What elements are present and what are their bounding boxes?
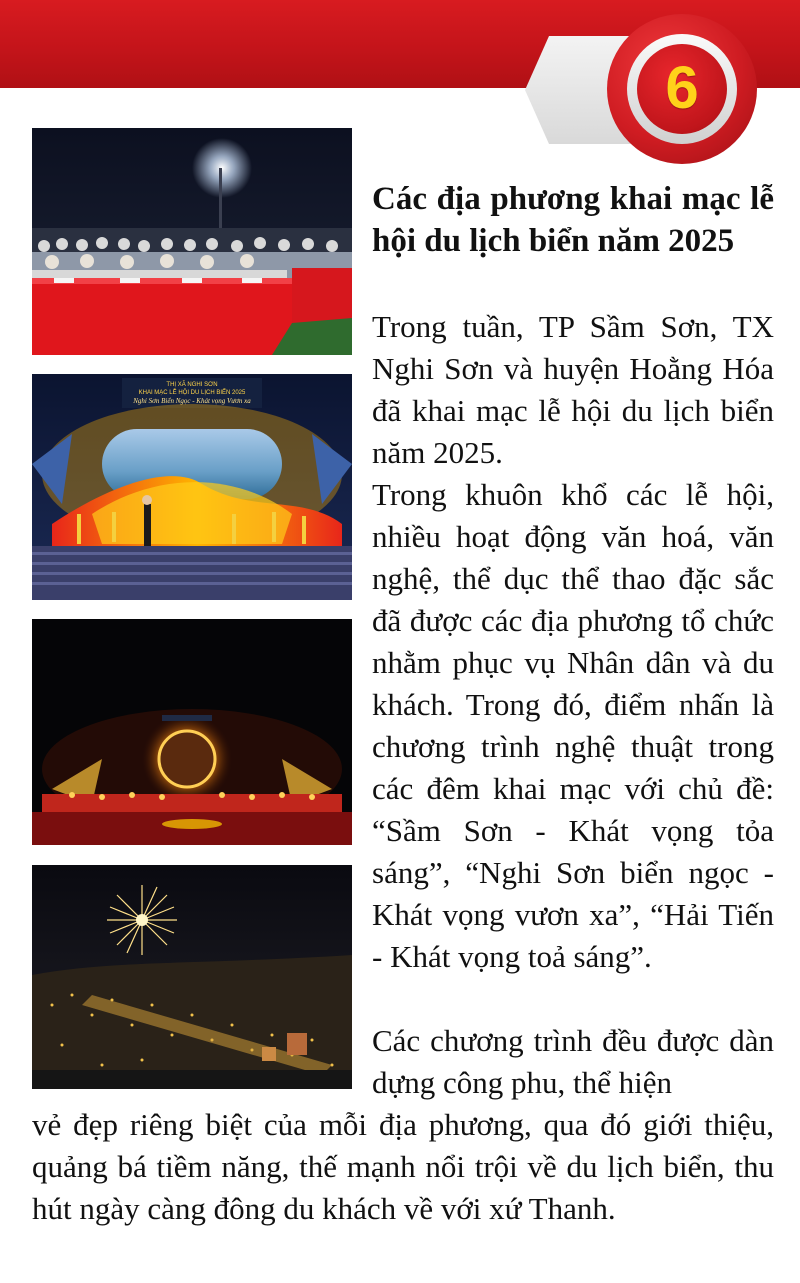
photo-opening-ceremony-audience <box>32 128 352 355</box>
section-number: 6 <box>665 54 699 121</box>
section-badge-inner <box>637 44 727 134</box>
article-title: Các địa phương khai mạc lễ hội du lịch biển năm 2025 <box>372 181 774 259</box>
stage-backdrop-line2: KHAI MẠC LỄ HỘI DU LỊCH BIỂN 2025 <box>138 390 246 396</box>
photo-fireworks-over-city <box>32 865 352 1089</box>
stage-backdrop-line3: Nghi Sơn Biển Ngọc - Khát vọng Vươn xa <box>133 397 251 405</box>
photo-night-stage-centerpiece <box>32 619 352 845</box>
article-paragraph-3-start: Các chương trình đều được dàn dựng công phu, thể hiện <box>372 1023 774 1100</box>
photo-nghi-son-stage-performance <box>32 374 352 600</box>
article-paragraph-3-continued: vẻ đẹp riêng biệt của mỗi địa phương, qua đó giới thiệu, quảng bá tiềm năng, thế mạnh nổi trội về du lịch biển, thu hút ngày càng đông du khách về với xứ Thanh. <box>32 1107 774 1226</box>
article-paragraph-2: Trong khuôn khổ các lễ hội, nhiều hoạt động văn hoá, văn nghệ, thể dục thể thao đặc sắc đã được các địa phương tổ chức nhằm phục vụ Nhân dân và du khách. Trong đó, điểm nhấn là chương trình nghệ thuật trong các đêm khai mạc với chủ đề: “Sầm Sơn - Khát vọng tỏa sáng”, “Nghi Sơn biển ngọc - Khát vọng vươn xa”, “Hải Tiến - Khát vọng toả sáng”. <box>372 477 774 974</box>
stage-backdrop-line1: THỊ XÃ NGHI SƠN <box>166 382 218 388</box>
article-paragraph-1: Trong tuần, TP Sầm Sơn, TX Nghi Sơn và huyện Hoằng Hóa đã khai mạc lễ hội du lịch biển năm 2025. <box>372 309 774 470</box>
